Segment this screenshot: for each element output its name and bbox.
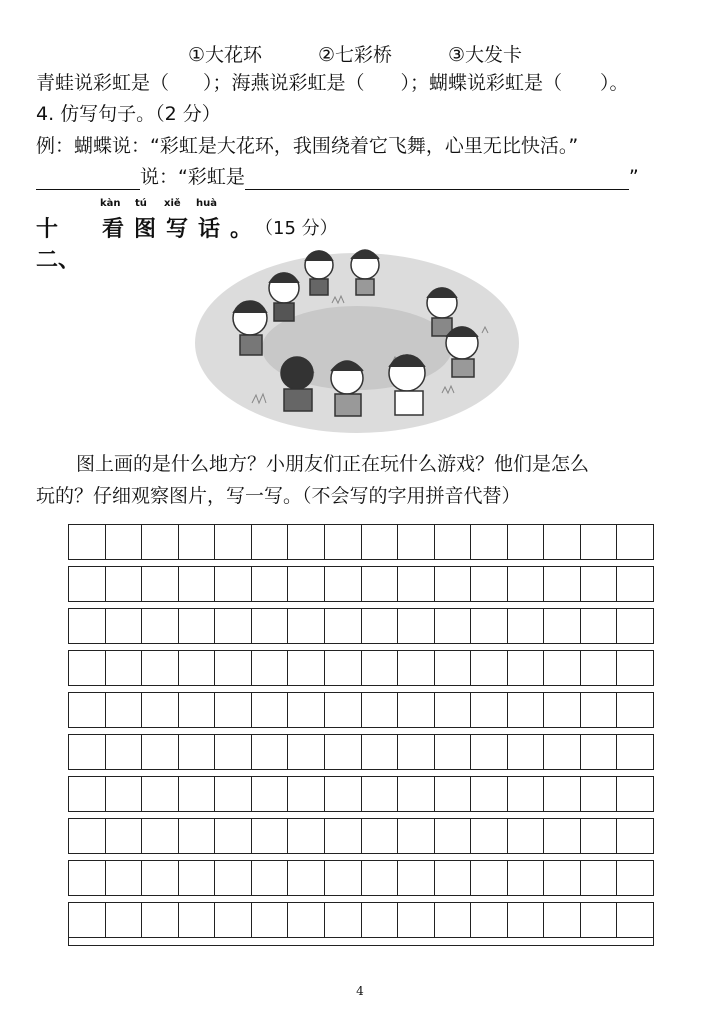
grid-cell[interactable]: [435, 525, 472, 559]
grid-cell[interactable]: [325, 903, 362, 937]
grid-cell[interactable]: [471, 525, 508, 559]
grid-cell[interactable]: [362, 903, 399, 937]
child-9: [389, 355, 425, 415]
grid-row: [68, 608, 654, 644]
grid-cell[interactable]: [544, 777, 581, 811]
grid-cell[interactable]: [142, 651, 179, 685]
grid-cell[interactable]: [142, 567, 179, 601]
grid-cell[interactable]: [69, 735, 106, 769]
grid-cell[interactable]: [288, 777, 325, 811]
grid-cell[interactable]: [581, 861, 618, 895]
grid-cell[interactable]: [435, 693, 472, 727]
grid-cell[interactable]: [617, 735, 653, 769]
grid-cell[interactable]: [252, 903, 289, 937]
grid-cell[interactable]: [435, 567, 472, 601]
grid-cell[interactable]: [288, 861, 325, 895]
grid-cell[interactable]: [508, 651, 545, 685]
grid-cell[interactable]: [544, 525, 581, 559]
say-text: 说：“彩虹是: [140, 166, 245, 188]
grid-row: [68, 692, 654, 728]
grid-cell[interactable]: [617, 819, 653, 853]
grid-cell[interactable]: [471, 693, 508, 727]
grid-cell[interactable]: [471, 609, 508, 643]
grid-cell[interactable]: [106, 777, 143, 811]
grid-cell[interactable]: [288, 693, 325, 727]
grid-cell[interactable]: [362, 609, 399, 643]
grid-cell[interactable]: [398, 735, 435, 769]
grid-cell[interactable]: [398, 693, 435, 727]
writing-grid: [68, 524, 654, 946]
grid-cell[interactable]: [581, 609, 618, 643]
grid-cell[interactable]: [142, 903, 179, 937]
grid-cell[interactable]: [179, 735, 216, 769]
grid-cell[interactable]: [252, 777, 289, 811]
grid-cell[interactable]: [435, 735, 472, 769]
grid-cell[interactable]: [179, 777, 216, 811]
pinyin-hua: huà: [196, 198, 217, 209]
grid-cell[interactable]: [617, 861, 653, 895]
grid-cell[interactable]: [581, 777, 618, 811]
grid-cell[interactable]: [544, 903, 581, 937]
grid-cell[interactable]: [69, 693, 106, 727]
end-quote: ”: [628, 166, 639, 188]
grid-cell[interactable]: [617, 693, 653, 727]
grid-cell[interactable]: [508, 567, 545, 601]
grid-cell[interactable]: [69, 861, 106, 895]
grid-cell[interactable]: [106, 609, 143, 643]
grid-cell[interactable]: [179, 693, 216, 727]
section-score: （15 分）: [255, 218, 338, 239]
grid-cell[interactable]: [435, 861, 472, 895]
speaker-blank[interactable]: [36, 169, 140, 190]
grid-cell[interactable]: [544, 609, 581, 643]
grid-row: [68, 524, 654, 560]
grid-cell[interactable]: [435, 777, 472, 811]
grid-cell[interactable]: [252, 525, 289, 559]
grid-cell[interactable]: [398, 819, 435, 853]
grid-cell[interactable]: [544, 567, 581, 601]
q3-fill-line: [36, 70, 629, 96]
frog-prompt: 青蛙说彩虹是（: [36, 72, 170, 94]
grid-cell[interactable]: [581, 651, 618, 685]
grid-cell[interactable]: [215, 819, 252, 853]
grid-cell[interactable]: [252, 567, 289, 601]
grid-cell[interactable]: [362, 567, 399, 601]
grid-cell[interactable]: [179, 903, 216, 937]
butterfly-prompt: ）；蝴蝶说彩虹是（: [400, 72, 563, 94]
grid-cell[interactable]: [325, 525, 362, 559]
grid-cell[interactable]: [508, 819, 545, 853]
child-5: [427, 288, 457, 336]
grid-cell[interactable]: [106, 735, 143, 769]
grid-cell[interactable]: [471, 819, 508, 853]
seabird-prompt: ）；海燕说彩虹是（: [203, 72, 365, 94]
section-number: 十二、: [36, 217, 81, 273]
grid-cell[interactable]: [362, 651, 399, 685]
grid-cell[interactable]: [106, 651, 143, 685]
grid-cell[interactable]: [215, 861, 252, 895]
grid-cell[interactable]: [215, 525, 252, 559]
grid-cell[interactable]: [435, 903, 472, 937]
grid-row: [68, 902, 654, 938]
grid-cell[interactable]: [106, 861, 143, 895]
page-number: 4: [356, 984, 364, 998]
grid-cell[interactable]: [69, 777, 106, 811]
grid-cell[interactable]: [581, 819, 618, 853]
grid-cell[interactable]: [215, 567, 252, 601]
grid-cell[interactable]: [179, 609, 216, 643]
grid-cell[interactable]: [325, 693, 362, 727]
grid-cell[interactable]: [508, 777, 545, 811]
option-2: ②七彩桥: [318, 44, 393, 66]
grid-cell[interactable]: [362, 735, 399, 769]
grid-cell[interactable]: [362, 819, 399, 853]
pinyin-kan: kàn: [100, 198, 121, 209]
grid-cell[interactable]: [106, 525, 143, 559]
q4-answer-line: [36, 164, 639, 190]
grid-cell[interactable]: [544, 651, 581, 685]
heading-dot: 。: [230, 217, 253, 242]
grid-cell[interactable]: [288, 651, 325, 685]
grid-cell[interactable]: [544, 861, 581, 895]
grid-cell[interactable]: [252, 693, 289, 727]
grid-cell[interactable]: [215, 735, 252, 769]
grid-cell[interactable]: [106, 567, 143, 601]
grid-cell[interactable]: [362, 693, 399, 727]
grid-bottom-band: [68, 938, 654, 946]
grid-cell[interactable]: [288, 819, 325, 853]
child-7: [281, 357, 313, 411]
option-3: ③大发卡: [448, 44, 523, 66]
grid-cell[interactable]: [215, 903, 252, 937]
grid-row: [68, 650, 654, 686]
grid-cell[interactable]: [179, 819, 216, 853]
answer-blank[interactable]: [245, 169, 629, 190]
grid-cell[interactable]: [69, 525, 106, 559]
grid-cell[interactable]: [398, 651, 435, 685]
grid-cell[interactable]: [142, 861, 179, 895]
grid-cell[interactable]: [325, 735, 362, 769]
option-1: ①大花环: [188, 44, 263, 66]
grid-row: [68, 734, 654, 770]
grid-cell[interactable]: [581, 567, 618, 601]
char-hua: 话: [198, 217, 221, 242]
grid-cell[interactable]: [581, 735, 618, 769]
grid-cell[interactable]: [544, 693, 581, 727]
grid-cell[interactable]: [179, 567, 216, 601]
grid-cell[interactable]: [142, 609, 179, 643]
prompt-line-1: 图上画的是什么地方？小朋友们正在玩什么游戏？他们是怎么: [76, 453, 590, 475]
grid-cell[interactable]: [288, 903, 325, 937]
grid-cell[interactable]: [142, 525, 179, 559]
grid-cell[interactable]: [581, 525, 618, 559]
grid-cell[interactable]: [508, 609, 545, 643]
grid-cell[interactable]: [69, 819, 106, 853]
grid-cell[interactable]: [398, 609, 435, 643]
grid-cell[interactable]: [617, 651, 653, 685]
grid-cell[interactable]: [215, 777, 252, 811]
grid-cell[interactable]: [288, 735, 325, 769]
grid-cell[interactable]: [142, 693, 179, 727]
grid-cell[interactable]: [398, 861, 435, 895]
grid-cell[interactable]: [581, 903, 618, 937]
grid-cell[interactable]: [617, 903, 653, 937]
grid-cell[interactable]: [362, 525, 399, 559]
child-3: [269, 273, 299, 321]
char-tu: 图: [134, 217, 157, 242]
grid-cell[interactable]: [69, 903, 106, 937]
grid-cell[interactable]: [508, 693, 545, 727]
grid-cell[interactable]: [471, 777, 508, 811]
grid-cell[interactable]: [288, 567, 325, 601]
grid-cell[interactable]: [215, 651, 252, 685]
grid-cell[interactable]: [544, 735, 581, 769]
grid-cell[interactable]: [435, 651, 472, 685]
grid-cell[interactable]: [179, 651, 216, 685]
char-kan: 看: [102, 217, 125, 242]
grid-cell[interactable]: [179, 525, 216, 559]
grid-cell[interactable]: [362, 861, 399, 895]
grid-cell[interactable]: [215, 609, 252, 643]
grid-cell[interactable]: [508, 525, 545, 559]
grid-cell[interactable]: [325, 777, 362, 811]
grid-cell[interactable]: [252, 609, 289, 643]
grid-cell[interactable]: [325, 861, 362, 895]
grid-cell[interactable]: [252, 735, 289, 769]
grid-cell[interactable]: [471, 735, 508, 769]
grid-cell[interactable]: [288, 609, 325, 643]
grid-cell[interactable]: [325, 819, 362, 853]
grid-cell[interactable]: [325, 609, 362, 643]
grid-row: [68, 860, 654, 896]
grid-cell[interactable]: [398, 525, 435, 559]
grid-row: [68, 566, 654, 602]
grid-cell[interactable]: [142, 819, 179, 853]
grid-cell[interactable]: [617, 609, 653, 643]
grid-cell[interactable]: [508, 735, 545, 769]
grid-cell[interactable]: [471, 903, 508, 937]
grid-cell[interactable]: [398, 567, 435, 601]
grid-cell[interactable]: [325, 651, 362, 685]
grid-cell[interactable]: [325, 567, 362, 601]
grid-cell[interactable]: [508, 861, 545, 895]
grid-cell[interactable]: [398, 903, 435, 937]
q4-title: 4. 仿写句子。（2 分）: [36, 103, 221, 125]
grid-cell[interactable]: [362, 777, 399, 811]
grid-cell[interactable]: [471, 567, 508, 601]
grid-cell[interactable]: [106, 819, 143, 853]
grid-cell[interactable]: [106, 903, 143, 937]
grid-cell[interactable]: [252, 651, 289, 685]
grid-cell[interactable]: [252, 861, 289, 895]
child-8: [331, 361, 363, 416]
pinyin-xie: xiě: [164, 198, 181, 209]
grid-cell[interactable]: [471, 651, 508, 685]
grid-cell[interactable]: [179, 861, 216, 895]
grid-cell[interactable]: [69, 609, 106, 643]
grid-cell[interactable]: [398, 777, 435, 811]
grid-cell[interactable]: [617, 525, 653, 559]
grid-cell[interactable]: [288, 525, 325, 559]
grid-cell[interactable]: [252, 819, 289, 853]
grid-cell[interactable]: [435, 609, 472, 643]
grid-row: [68, 818, 654, 854]
grid-cell[interactable]: [581, 693, 618, 727]
grid-cell[interactable]: [435, 819, 472, 853]
grid-cell[interactable]: [617, 777, 653, 811]
grid-cell[interactable]: [544, 819, 581, 853]
pinyin-tu: tú: [135, 198, 147, 209]
grid-cell[interactable]: [69, 651, 106, 685]
grid-row: [68, 776, 654, 812]
line-end: ）。: [600, 72, 629, 94]
q4-example: 例：蝴蝶说：“彩虹是大花环，我围绕着它飞舞，心里无比快活。”: [36, 135, 579, 157]
grid-cell[interactable]: [471, 861, 508, 895]
char-xie: 写: [166, 217, 189, 242]
grid-cell[interactable]: [142, 735, 179, 769]
grid-cell[interactable]: [142, 777, 179, 811]
prompt-line-2: 玩的？仔细观察图片，写一写。（不会写的字用拼音代替）: [36, 485, 521, 507]
grid-cell[interactable]: [106, 693, 143, 727]
grid-cell[interactable]: [508, 903, 545, 937]
children-playing-illustration: [192, 243, 522, 443]
grid-cell[interactable]: [617, 567, 653, 601]
grid-cell[interactable]: [69, 567, 106, 601]
grid-cell[interactable]: [215, 693, 252, 727]
